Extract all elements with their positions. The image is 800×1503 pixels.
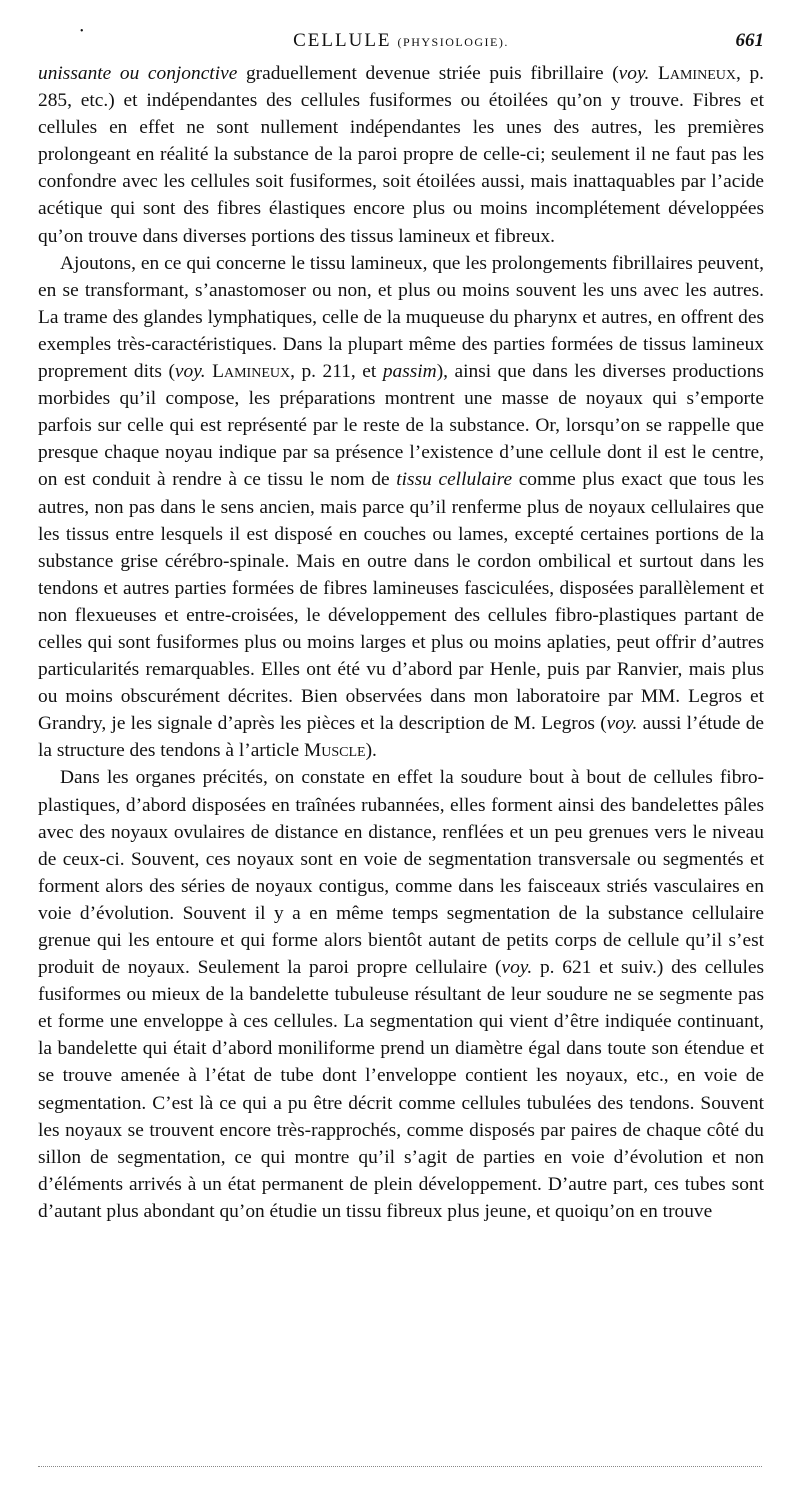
italic-run: passim (382, 361, 437, 383)
italic-run: unissante ou conjonctive (38, 63, 238, 84)
paragraph (38, 250, 764, 765)
small-caps-run: Muscle (303, 740, 366, 762)
running-header (38, 26, 764, 60)
header-subtitle: (PHYSIOLOGIE). (397, 35, 509, 49)
page-number: 661 (735, 30, 764, 51)
text-run: ). (365, 740, 377, 762)
header-title: CELLULE (293, 30, 392, 51)
text-run: aussi l’étude de la structure des tendons à l’article (38, 713, 764, 762)
text-run: comme plus exact que tous les autres, non pas dans le sens ancien, mais parce qu’il renferme plus de noyaux cellulaires que les tissus entre lesquels il est disposé en couches ou lames, excepté certaines portions de la substance grise cérébro-spinale. Mais en outre dans le cordon ombilical et surtout dans les tendons et autres parties formées de fibres lamineuses fasciculées, disposées parallèlement et non flexueuses et entre-croisées, le développement des cellules fibro-plastiques partant de celles qui sont fusiformes plus ou moins larges et plus ou moins aplaties, peut offrir d’autres particularités remarquables. Elles ont été vu d’abord par Henle, puis par Ranvier, mais plus ou moins obscurément décrites. Bien observées dans mon laboratoire par MM. Legros et Grandry, je les signale d’après les pièces et la description de M. Legros ( (38, 469, 764, 735)
italic-run: voy. (606, 713, 638, 735)
body-text (38, 60, 764, 1225)
text-run: ), ainsi que dans les diverses productions morbides qu’il compose, les préparations montrent une masse de noyaux qui s’emporte parfois sur celle qui est représenté par le reste de la substance. Or, lorsqu’on se rappelle que presque chaque noyau indique par sa présence l’existence d’une cellule dont il est le centre, on est conduit à rendre à ce tissu le nom de (38, 361, 764, 491)
italic-run: tissu cellulaire (396, 469, 513, 491)
header-mark: • (80, 26, 84, 37)
text-run: p. 621 et suiv.) des cellules fusiformes ou mieux de la bandelette tubuleuse résultant de leur soudure ne se segmente pas et forme une enveloppe à ces cellules. La segmentation qui vient d’être indiquée continuant, la bandelette qui était d’abord moniliforme prend un diamètre égal dans toute son étendue et se trouve amenée à l’état de tube dont l’enveloppe contient les noyaux, etc., en voie de segmentation. C’est là ce qui a pu être décrit comme cellules tubulées des tendons. Souvent les noyaux se trouvent encore très-rapprochés, comme disposés par paires de chaque côté du sillon de segmentation, ce qui montre qu’il s’agit de parties en voie d’évolution et non d’éléments arrivés à un état permanent de plein développement. D’autre part, ces tubes sont d’autant plus abondant qu’on étudie un tissu fibreux plus jeune, et quoiqu’on en trouve (38, 957, 764, 1222)
text-run: , p. 285, etc.) et indépendantes des cellules fusiformes ou étoilées qu’on y trouve. Fibres et cellules en effet ne sont nullement indépendantes les unes des autres, les premières prolongeant en réalité la substance de la paroi propre de celle-ci; seulement il ne faut pas les confondre avec les cellules soit fusiformes, soit étoilées aussi, mais inattaquables par l’acide acétique qui sont des fibres élastiques encore plus ou moins incomplétement développées qu’on trouve dans diverses portions des tissus lamineux et fibreux. (38, 63, 765, 247)
italic-run: voy. (618, 63, 650, 84)
small-caps-run: Lamineux (212, 361, 291, 383)
text-run: Ajoutons, en ce qui concerne le tissu lamineux, que les prolongements fibrillaires peuvent, en se transformant, s’anastomoser ou non, et plus ou moins souvent les uns avec les autres. La trame des glandes lymphatiques, celle de la muqueuse du pharynx et autres, en offrent des exemples très-caractéristiques. Dans la plupart même des parties formées de tissus lamineux proprement dits ( (38, 252, 764, 383)
document-page (38, 26, 764, 1225)
text-run: Dans les organes précités, on constate en effet la soudure bout à bout de cellules fibro-plastiques, d’abord disposées en traînées rubannées, elles forment ainsi des bandelettes pâles avec des noyaux ovulaires de distance en distance, renflées et un peu grenues vers le niveau de ceux-ci. Souvent, ces noyaux sont en voie de segmentation transversale ou segmentés et forment alors des séries de noyaux contigus, comme dans les faisceaux striés vasculaires en voie d’évolution. Souvent il y a en même temps segmentation de la substance cellulaire grenue qui les entoure et qui forme alors bientôt autant de petits corps de cellule qu’il s’est produit de noyaux. Seulement la paroi propre cellulaire ( (38, 767, 764, 979)
small-caps-run: Lamineux (658, 63, 736, 84)
text-run (649, 63, 658, 84)
text-run: , p. 211, et (290, 361, 383, 383)
footer-rule (38, 1466, 762, 1467)
paragraph (38, 764, 764, 1225)
italic-run: voy. (501, 957, 533, 979)
paragraph (38, 60, 764, 250)
italic-run: voy. (174, 361, 206, 383)
text-run: graduellement devenue striée puis fibrillaire ( (237, 63, 619, 84)
page-title (38, 30, 764, 52)
